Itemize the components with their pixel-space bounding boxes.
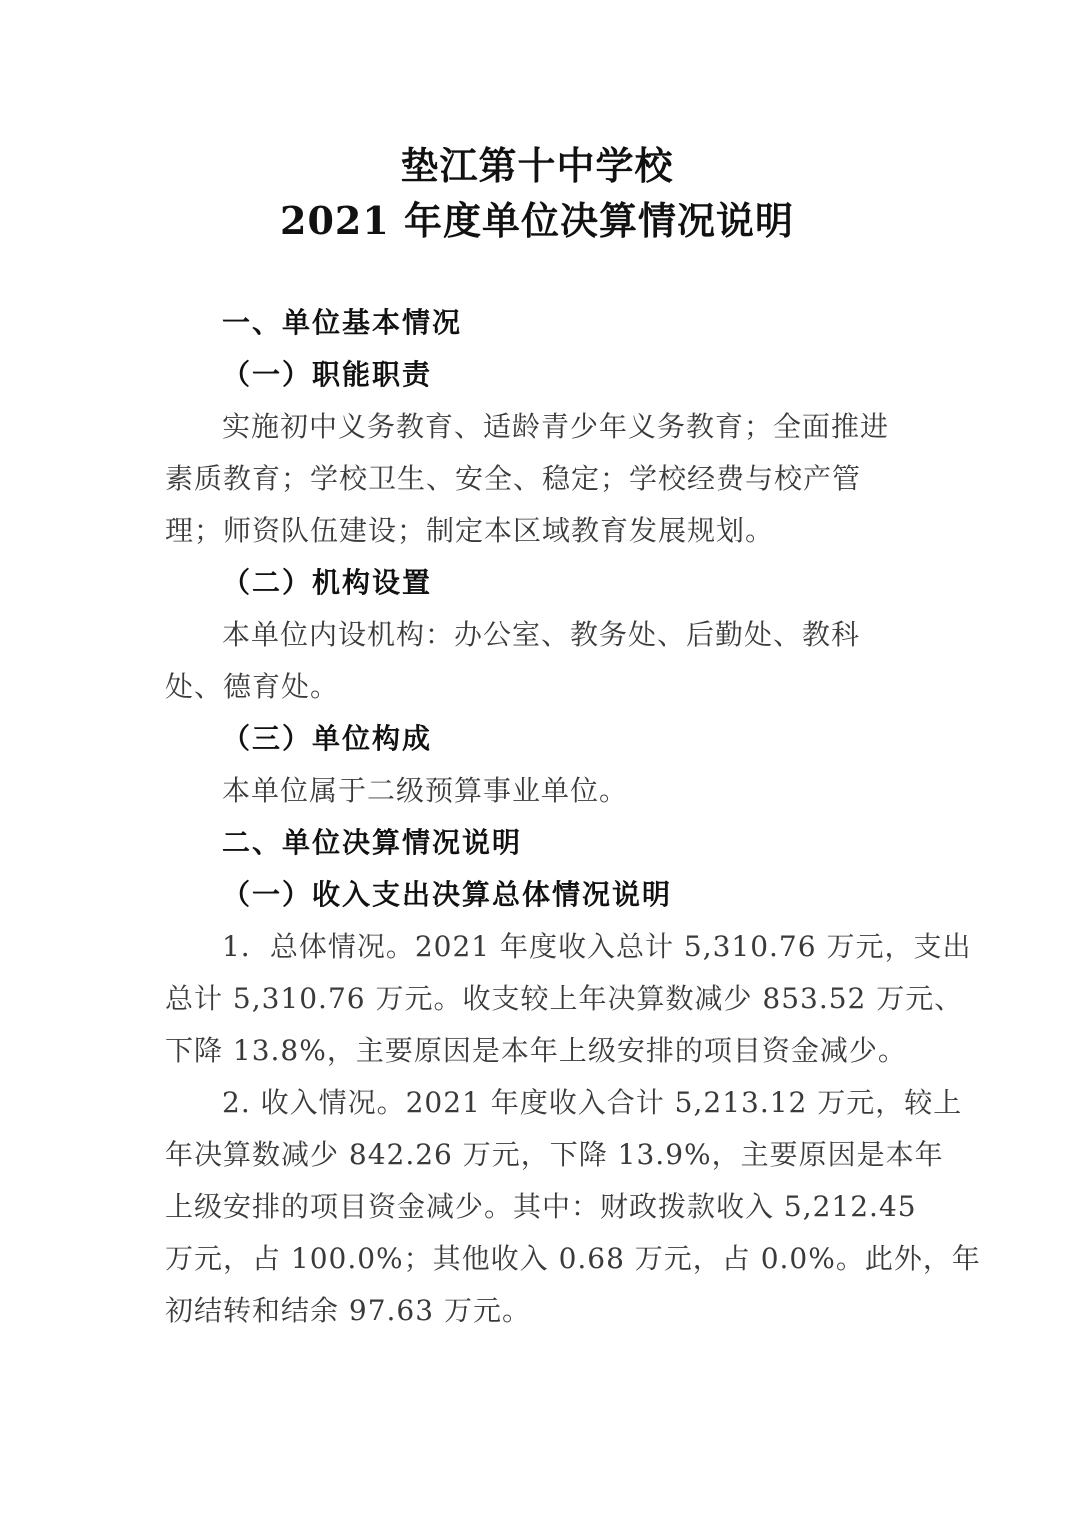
sec2-sub1-heading: （一）收入支出决算总体情况说明: [222, 878, 673, 911]
document-title-line2: 2021 年度单位决算情况说明: [280, 198, 794, 243]
sub1-line: 素质教育；学校卫生、安全、稳定；学校经费与校产管: [165, 462, 862, 495]
section2-heading: 二、单位决算情况说明: [222, 826, 523, 859]
sub1-line: 理；师资队伍建设；制定本区域教育发展规划。: [165, 514, 775, 547]
sub3-line: 本单位属于二级预算事业单位。: [222, 774, 629, 807]
para2-line: 2. 收入情况。2021 年度收入合计 5,213.12 万元，较上: [222, 1086, 963, 1119]
sub3-heading: （三）单位构成: [222, 722, 433, 755]
sub1-line: 实施初中义务教育、适龄青少年义务教育；全面推进: [222, 410, 890, 443]
sub2-line: 处、德育处。: [165, 670, 340, 703]
sub2-heading: （二）机构设置: [222, 566, 433, 599]
para2-line: 年决算数减少 842.26 万元，下降 13.9%，主要原因是本年: [165, 1138, 944, 1171]
para2-line: 初结转和结余 97.63 万元。: [165, 1294, 531, 1327]
section1-heading: 一、单位基本情况: [222, 306, 463, 339]
para2-line: 万元，占 100.0%；其他收入 0.68 万元，占 0.0%。此外，年: [165, 1242, 981, 1275]
sub2-line: 本单位内设机构：办公室、教务处、后勤处、教科: [222, 618, 861, 651]
document-title-line1: 垫江第十中学校: [400, 143, 674, 188]
para2-line: 上级安排的项目资金减少。其中：财政拨款收入 5,212.45: [165, 1190, 917, 1223]
para1-line: 下降 13.8%，主要原因是本年上级安排的项目资金减少。: [165, 1034, 907, 1067]
para1-line: 总计 5,310.76 万元。收支较上年决算数减少 853.52 万元、: [165, 982, 964, 1015]
para1-line: 1．总体情况。2021 年度收入总计 5,310.76 万元，支出: [222, 930, 972, 963]
sub1-heading: （一）职能职责: [222, 358, 433, 391]
